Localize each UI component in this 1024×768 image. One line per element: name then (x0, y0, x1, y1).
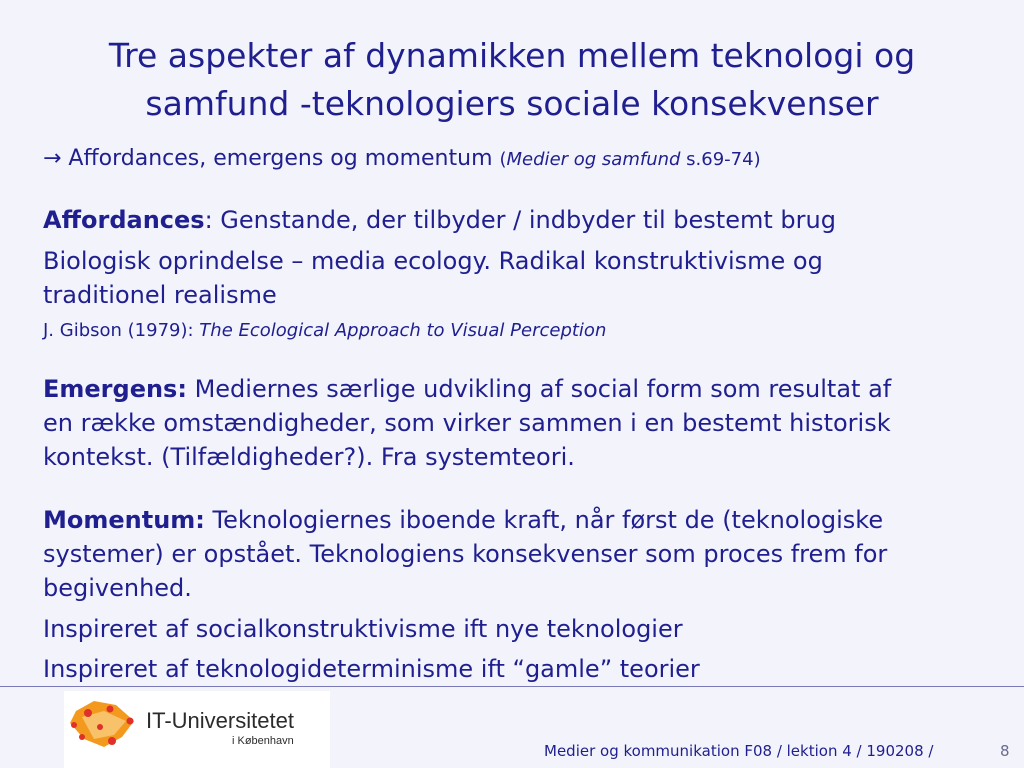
momentum-line-5: Inspireret af teknologideterminisme ift “gamle” teorier (43, 655, 700, 683)
affordances-term: Affordances (43, 206, 205, 234)
emergens-term: Emergens: (43, 375, 187, 403)
footer-course-info: Medier og kommunikation F08 / lektion 4 / 190208 / (544, 742, 934, 760)
arrow-icon: → (43, 146, 62, 171)
affordances-text: : Genstande, der tilbyder / indbyder til bestemt brug (204, 206, 836, 234)
momentum-line-2: systemer) er opstået. Teknologiens konsekvenser som proces frem for (43, 540, 888, 568)
gibson-ref-prefix: J. Gibson (1979): (43, 320, 200, 341)
momentum-term: Momentum: (43, 506, 205, 534)
title-line-1: Tre aspekter af dynamikken mellem teknologi og (108, 36, 916, 75)
logo-subtitle: i København (232, 735, 294, 747)
page-number: 8 (1000, 742, 1010, 760)
slide-title (20, 32, 1004, 128)
subtitle-ref-pages: s.69-74) (680, 149, 761, 170)
footer-divider (0, 686, 1024, 687)
itu-logo-icon (64, 691, 144, 768)
momentum-line-4: Inspireret af socialkonstruktivisme ift nye teknologier (43, 615, 683, 643)
affordances-line-2: Biologisk oprindelse – media ecology. Radikal konstruktivisme og (43, 247, 823, 275)
emergens-line-1: Mediernes særlige udvikling af social form som resultat af (186, 375, 892, 403)
logo-name: IT-Universitetet (146, 708, 294, 733)
affordances-definition (43, 206, 836, 234)
subtitle-ref-book: Medier og samfund (506, 149, 681, 170)
subtitle (43, 146, 761, 171)
momentum-line-1: Teknologiernes iboende kraft, når først de (teknologiske (204, 506, 884, 534)
emergens-line-2: en række omstændigheder, som virker sammen i en bestemt historisk (43, 409, 891, 437)
gibson-reference (43, 320, 606, 341)
emergens-line-3: kontekst. (Tilfældigheder?). Fra systemteori. (43, 443, 575, 471)
emergens-definition (43, 375, 891, 403)
title-line-2: samfund -teknologiers sociale konsekvenser (145, 84, 879, 123)
affordances-line-3: traditionel realisme (43, 281, 277, 309)
subtitle-ref-open: ( (499, 149, 507, 170)
momentum-definition (43, 506, 883, 534)
subtitle-main: Affordances, emergens og momentum (61, 146, 500, 171)
momentum-line-3: begivenhed. (43, 574, 192, 602)
gibson-ref-title: The Ecological Approach to Visual Perception (199, 320, 607, 341)
